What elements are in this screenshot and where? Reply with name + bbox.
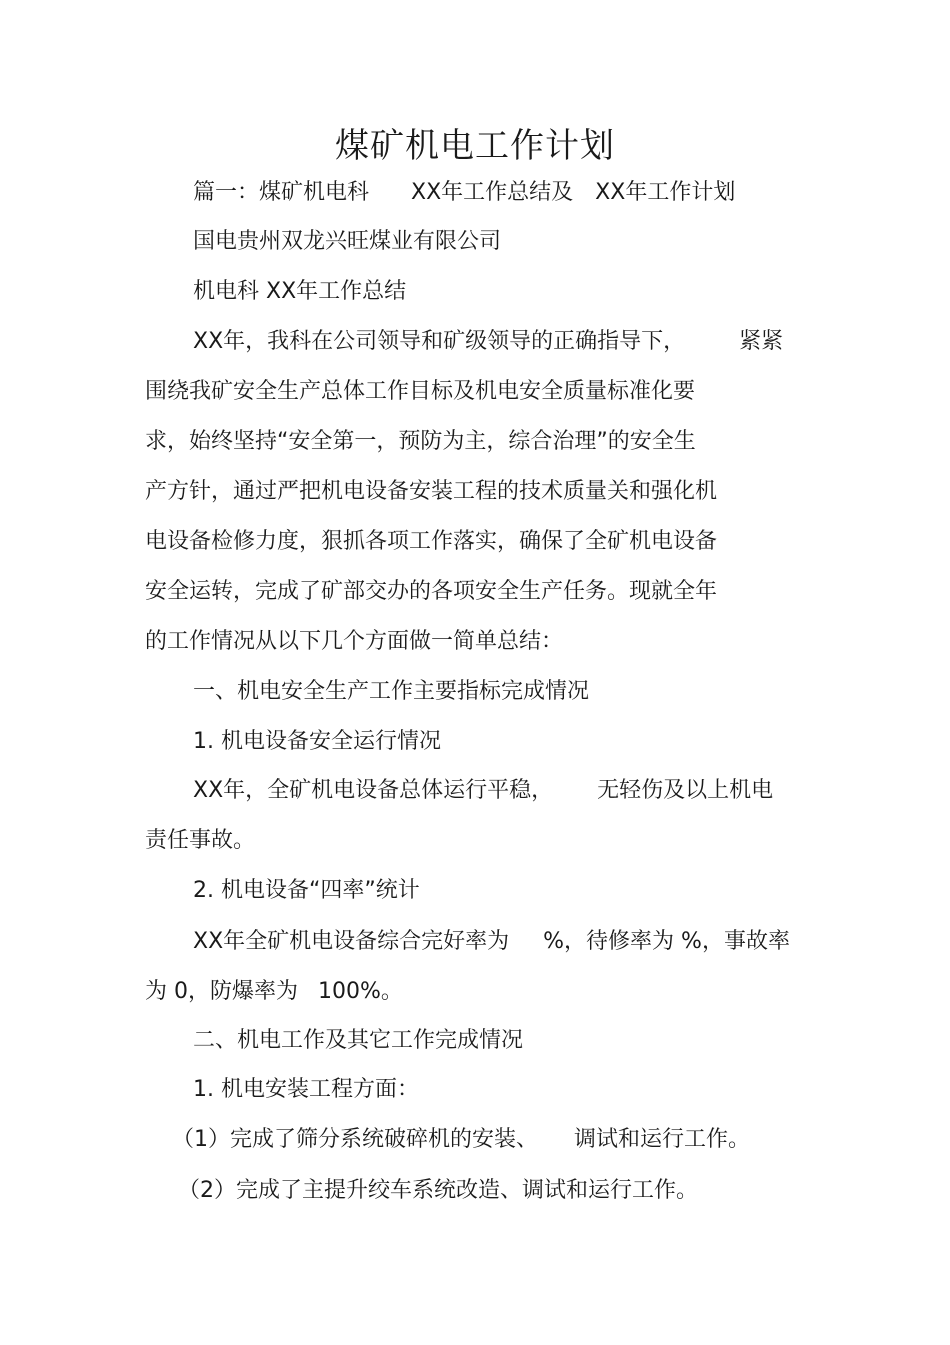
text-segment: XX年全矿机电设备综合完好率为 <box>193 929 510 954</box>
text-segment: XX年工作计划 <box>595 180 736 205</box>
section-heading: 二、机电工作及其它工作完成情况 <box>193 1028 524 1053</box>
text-line <box>145 977 403 1007</box>
subsection-heading: 2. 机电设备“四率”统计 <box>193 878 420 903</box>
text-line: 责任事故。 <box>145 828 256 853</box>
text-line: 机电科 XX年工作总结 <box>193 279 407 304</box>
document-title: 煤矿机电工作计划 <box>335 126 615 166</box>
text-segment: XX年，全矿机电设备总体运行平稳， <box>193 778 554 803</box>
text-line <box>193 776 773 806</box>
subsection-heading: 1. 机电设备安全运行情况 <box>193 729 441 754</box>
text-segment: 无轻伤及以上机电 <box>597 778 774 803</box>
text-segment: 篇一：煤矿机电科 <box>193 180 370 205</box>
text-segment: 调试和运行工作。 <box>574 1127 751 1152</box>
text-line: 安全运转，完成了矿部交办的各项安全生产任务。现就全年 <box>145 579 718 604</box>
text-segment: （1）完成了筛分系统破碎机的安装、 <box>172 1127 538 1152</box>
text-line: 围绕我矿安全生产总体工作目标及机电安全质量标准化要 <box>145 379 696 404</box>
text-line <box>193 178 735 208</box>
text-line: 的工作情况从以下几个方面做一简单总结： <box>145 629 564 654</box>
text-segment: 100%。 <box>318 979 403 1004</box>
text-line: 电设备检修力度，狠抓各项工作落实，确保了全矿机电设备 <box>145 529 718 554</box>
subsection-heading: 1. 机电安装工程方面： <box>193 1077 419 1102</box>
text-segment: XX年工作总结及 <box>411 180 574 205</box>
text-line: 国电贵州双龙兴旺煤业有限公司 <box>193 229 502 254</box>
text-line: 求，始终坚持“安全第一，预防为主，综合治理”的安全生 <box>145 429 696 454</box>
text-line <box>172 1125 750 1155</box>
text-line <box>193 927 790 957</box>
section-heading: 一、机电安全生产工作主要指标完成情况 <box>193 679 590 704</box>
text-segment: %，待修率为 %，事故率 <box>543 929 790 954</box>
text-line <box>193 327 783 357</box>
text-line: 产方针，通过严把机电设备安装工程的技术质量关和强化机 <box>145 479 718 504</box>
text-segment: 为 0，防爆率为 <box>145 979 298 1004</box>
text-segment: XX年，我科在公司领导和矿级领导的正确指导下， <box>193 329 686 354</box>
text-segment: 紧紧 <box>739 329 784 354</box>
text-line: （2）完成了主提升绞车系统改造、调试和运行工作。 <box>178 1178 698 1203</box>
